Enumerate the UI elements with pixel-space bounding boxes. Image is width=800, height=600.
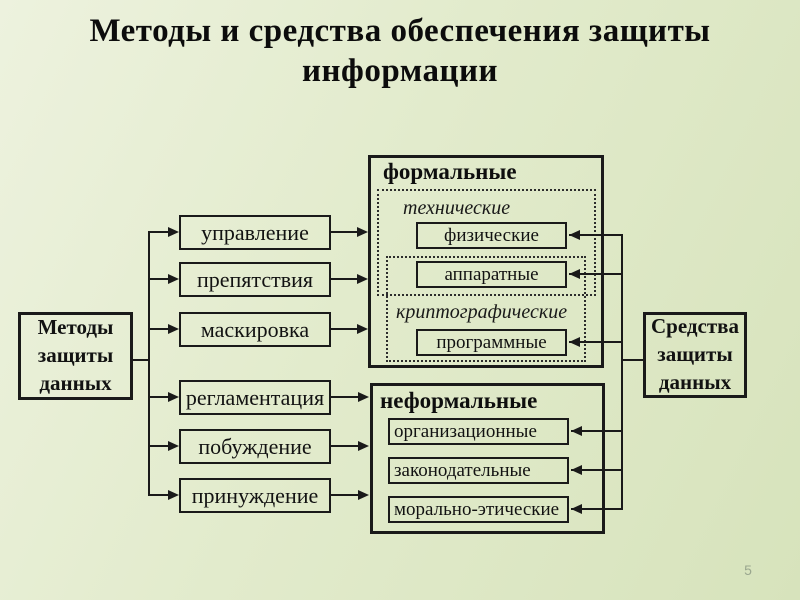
informal-group-label: неформальные [380, 388, 538, 413]
connector-line [331, 231, 359, 233]
connector-line [331, 328, 359, 330]
moral-ethical-box: морально-этические [388, 496, 569, 523]
title-line-2: информации [301, 52, 498, 89]
methods-of-data-protection-box: Методы защиты данных [18, 312, 133, 400]
connector-line [331, 278, 359, 280]
arrowhead-right-icon [168, 324, 179, 334]
means-of-data-protection-box: Средства защиты данных [643, 312, 747, 398]
method-box-prepyatstviya: препятствия [179, 262, 331, 297]
arrowhead-right-icon [358, 490, 369, 500]
method-box-pobuzhdenie: побуждение [179, 429, 331, 464]
physical-box: физические [416, 222, 567, 249]
method-box-upravlenie: управление [179, 215, 331, 250]
arrowhead-left-icon [569, 337, 580, 347]
connector-line [331, 445, 359, 447]
connector-line [148, 494, 170, 496]
arrowhead-left-icon [571, 465, 582, 475]
connector-line [148, 328, 170, 330]
connector-line [148, 231, 170, 233]
formal-group-label: формальные [383, 159, 517, 184]
cryptographic-label: криптографические [396, 301, 568, 323]
connector-line [148, 278, 170, 280]
method-box-prinuzhdenie: принуждение [179, 478, 331, 513]
connector-line [148, 445, 170, 447]
organizational-box: организационные [388, 418, 569, 445]
slide-title [0, 12, 800, 91]
technical-label: технические [403, 197, 511, 219]
connector-line [331, 494, 359, 496]
arrowhead-right-icon [168, 441, 179, 451]
arrowhead-right-icon [358, 392, 369, 402]
arrowhead-left-icon [569, 269, 580, 279]
arrowhead-left-icon [571, 504, 582, 514]
arrowhead-right-icon [168, 274, 179, 284]
arrowhead-right-icon [168, 227, 179, 237]
software-box: программные [416, 329, 567, 356]
arrowhead-right-icon [357, 324, 368, 334]
arrowhead-right-icon [168, 490, 179, 500]
method-box-maskirovka: маскировка [179, 312, 331, 347]
hardware-box: аппаратные [416, 261, 567, 288]
connector-line [148, 396, 170, 398]
method-box-reglamentaciya: регламентация [179, 380, 331, 415]
connector-line [331, 396, 359, 398]
arrowhead-right-icon [168, 392, 179, 402]
arrowhead-left-icon [569, 230, 580, 240]
page-number: 5 [744, 562, 752, 578]
legislative-box: законодательные [388, 457, 569, 484]
arrowhead-left-icon [571, 426, 582, 436]
arrowhead-right-icon [357, 274, 368, 284]
connector-line [148, 231, 150, 496]
title-line-1: Методы и средства обеспечения защиты [89, 13, 711, 49]
connector-line [621, 359, 645, 361]
arrowhead-right-icon [357, 227, 368, 237]
arrowhead-right-icon [358, 441, 369, 451]
